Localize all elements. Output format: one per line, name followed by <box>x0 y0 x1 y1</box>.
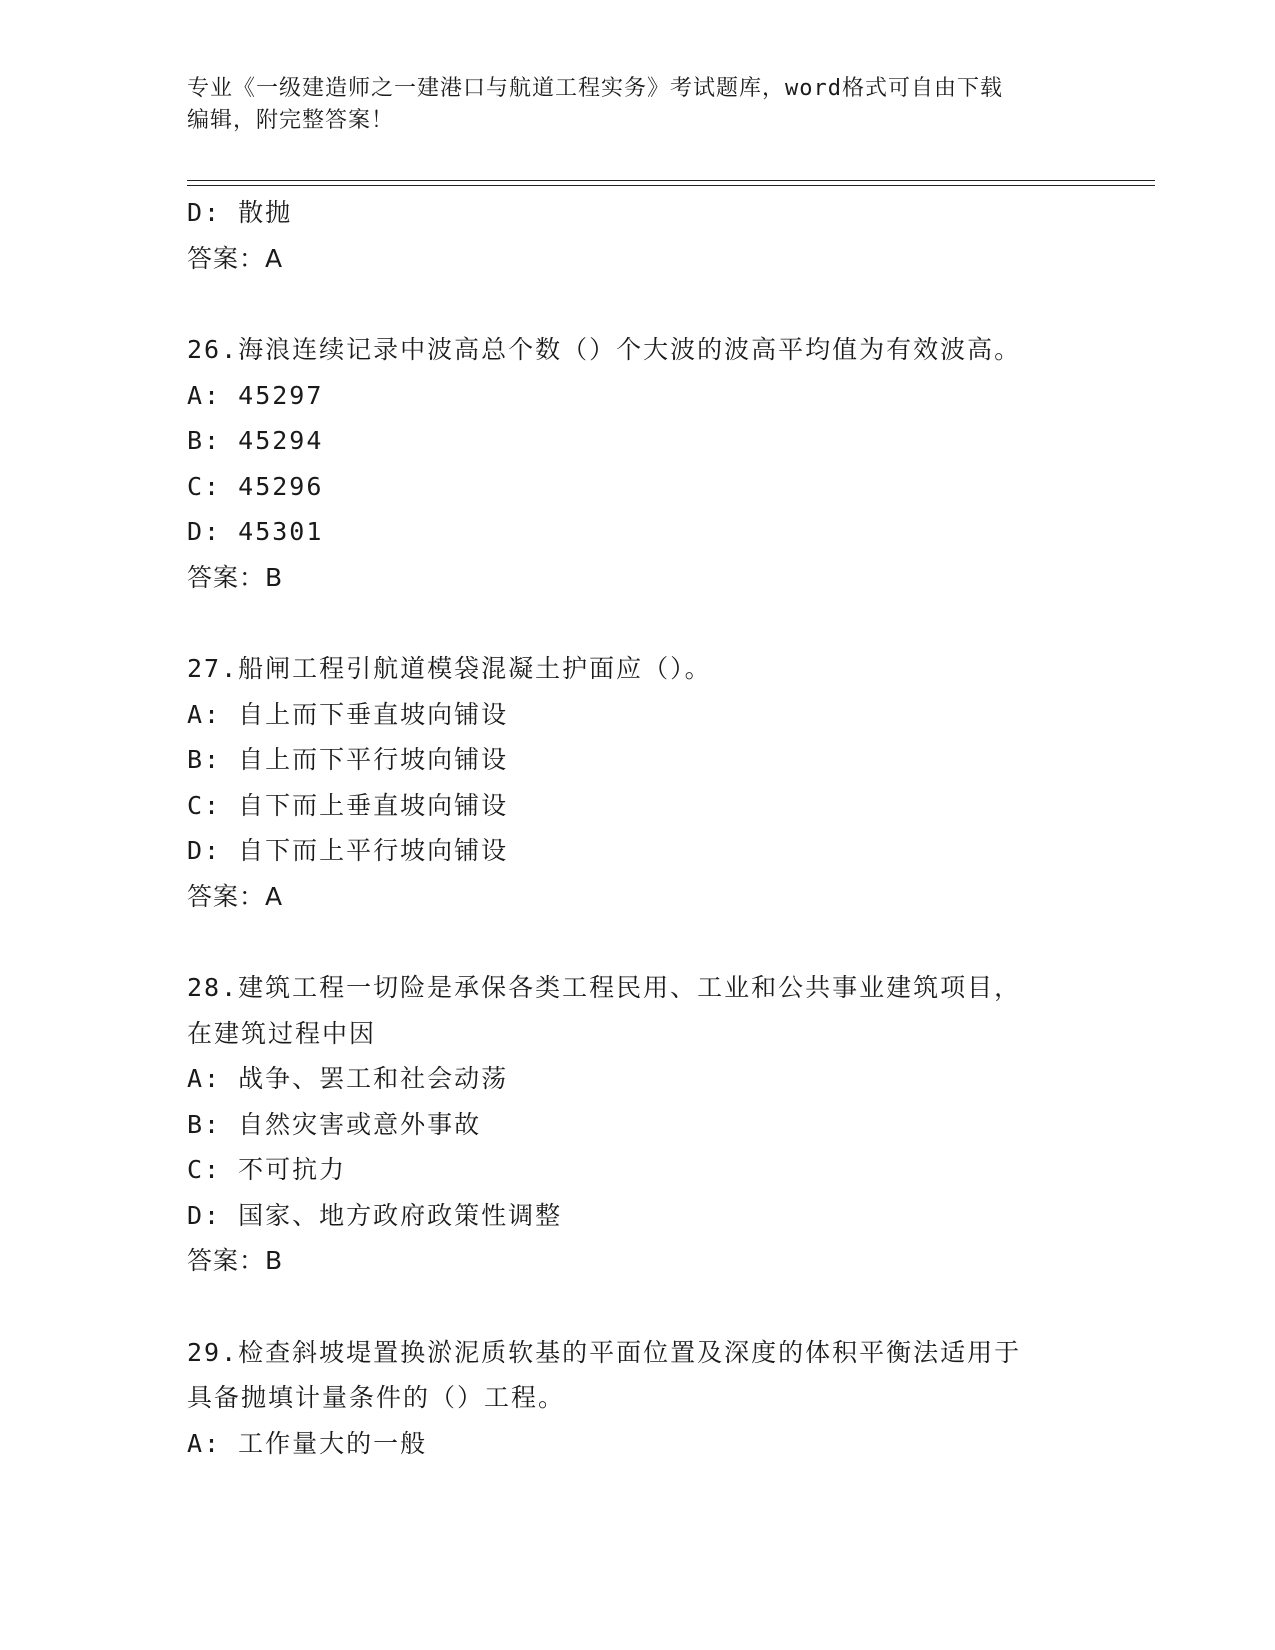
option-b: B: 自然灾害或意外事故 <box>187 1109 482 1139</box>
option-a: A: 自上而下垂直坡向铺设 <box>187 699 509 729</box>
question-stem: 26.海浪连续记录中波高总个数（）个大波的波高平均值为有效波高。 <box>187 335 1022 364</box>
option-b: B: 自上而下平行坡向铺设 <box>187 745 509 774</box>
answer-line: 答案：A <box>187 881 284 911</box>
header-line-2: 编辑，附完整答案！ <box>187 108 395 133</box>
question-28 <box>187 965 1087 1284</box>
question-stem-line-2: 具备抛填计量条件的（）工程。 <box>187 1383 566 1412</box>
header-rule-bottom <box>187 185 1155 186</box>
question-stem: 27.船闸工程引航道模袋混凝土护面应（）。 <box>187 654 712 683</box>
question-29 <box>187 1330 1087 1467</box>
header-line-1: 专业《一级建造师之一建港口与航道工程实务》考试题库，word格式可自由下载 <box>187 76 1003 101</box>
question-stem-line-1: 28.建筑工程一切险是承保各类工程民用、工业和公共事业建筑项目， <box>187 973 1022 1002</box>
option-d: D: 国家、地方政府政策性调整 <box>187 1200 563 1230</box>
question-26 <box>187 327 1087 600</box>
option-c: C: 不可抗力 <box>187 1155 347 1184</box>
option-a: A: 工作量大的一般 <box>187 1428 428 1458</box>
question-27 <box>187 646 1087 919</box>
spacer <box>187 1284 1087 1330</box>
spacer <box>187 281 1087 327</box>
option-b: B: 45294 <box>187 426 324 455</box>
option-d: D: 散抛 <box>187 198 293 227</box>
option-a: A: 45297 <box>187 380 324 410</box>
option-a: A: 战争、罢工和社会动荡 <box>187 1064 509 1093</box>
document-header <box>187 73 1087 137</box>
question-stem-line-2: 在建筑过程中因 <box>187 1018 377 1048</box>
header-rule-top <box>187 180 1155 181</box>
spacer <box>187 600 1087 646</box>
question-list <box>187 190 1087 1466</box>
answer-line: 答案：B <box>187 562 284 592</box>
question-stem-line-1: 29.检查斜坡堤置换淤泥质软基的平面位置及深度的体积平衡法适用于 <box>187 1337 1022 1367</box>
option-d: D: 45301 <box>187 517 324 546</box>
spacer <box>187 919 1087 965</box>
previous-question-tail <box>187 190 1087 281</box>
answer-line: 答案：A <box>187 243 284 273</box>
option-c: C: 自下而上垂直坡向铺设 <box>187 790 509 820</box>
answer-line: 答案：B <box>187 1246 284 1275</box>
option-c: C: 45296 <box>187 471 324 501</box>
option-d: D: 自下而上平行坡向铺设 <box>187 836 509 865</box>
